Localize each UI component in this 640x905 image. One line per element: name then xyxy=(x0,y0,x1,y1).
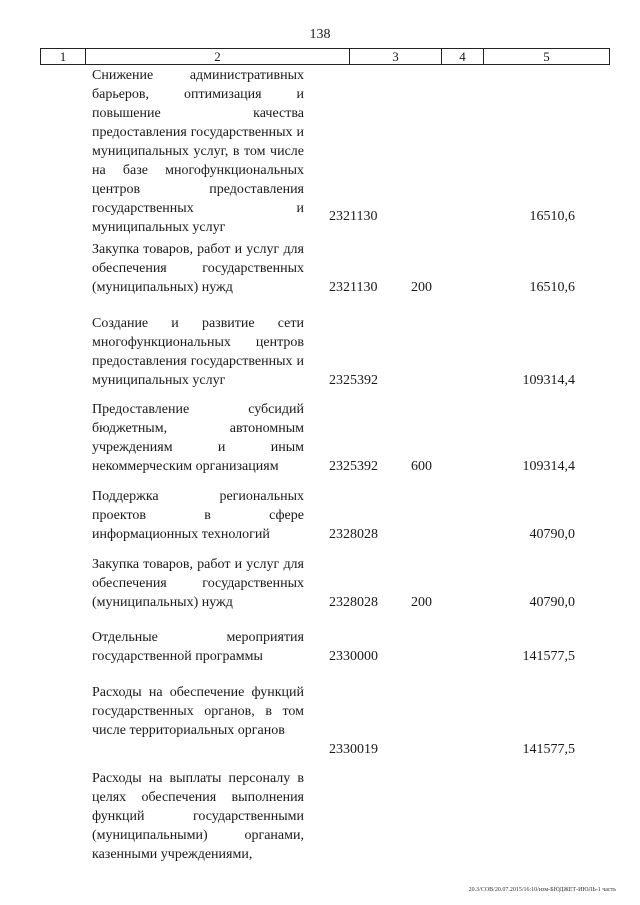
column-header-1: 1 xyxy=(41,49,86,64)
table-row xyxy=(0,628,640,666)
row-code: 2328028 xyxy=(329,527,378,542)
row-description: Снижение административных барьеров, оптимизация и повышение качества предоставления государственных и муниципальных услуг, в том числе на базе многофункциональных центров предоставления государственных и муниципальных услуг xyxy=(92,68,304,235)
row-code: 2325392 xyxy=(329,459,378,474)
row-amount: 109314,4 xyxy=(522,373,575,388)
table-row xyxy=(0,66,640,235)
row-description: Поддержка региональных проектов в сфере информационных технологий xyxy=(92,489,304,542)
row-description: Расходы на выплаты персоналу в целях обеспечения выполнения функций государственными (муниципальными) органами, казенными учреждениями, xyxy=(92,771,304,862)
row-code: 2330000 xyxy=(329,649,378,664)
document-footer: 20.3/СОВ/20.07.2015/16:10/изм-БЮДЖЕТ-ИЮЛЬ-1 часть xyxy=(468,887,616,893)
row-description: Отдельные мероприятия государственной программы xyxy=(92,630,304,664)
table-row xyxy=(0,240,640,297)
row-description: Расходы на обеспечение функций государственных органов, в том числе территориальных органов xyxy=(92,685,304,738)
table-row xyxy=(0,400,640,476)
row-amount: 141577,5 xyxy=(522,649,575,664)
column-header-2: 2 xyxy=(86,49,350,64)
column-header-3: 3 xyxy=(350,49,442,64)
row-description: Создание и развитие сети многофункциональных центров предоставления государственных и муниципальных услуг xyxy=(92,316,304,388)
table-header xyxy=(40,48,610,65)
page-number: 138 xyxy=(309,27,331,42)
row-code: 2325392 xyxy=(329,373,378,388)
row-code: 2328028 xyxy=(329,595,378,610)
row-amount: 40790,0 xyxy=(529,595,575,610)
row-amount: 40790,0 xyxy=(529,527,575,542)
row-code: 2330019 xyxy=(329,742,378,757)
column-header-4: 4 xyxy=(442,49,484,64)
table-row xyxy=(0,683,640,759)
row-expense-type: 200 xyxy=(411,280,432,295)
column-header-5: 5 xyxy=(543,48,550,64)
row-amount: 109314,4 xyxy=(522,459,575,474)
row-description: Закупка товаров, работ и услуг для обеспечения государственных (муниципальных) нужд xyxy=(92,557,304,610)
row-expense-type: 600 xyxy=(411,459,432,474)
row-amount: 16510,6 xyxy=(529,280,575,295)
row-amount: 141577,5 xyxy=(522,742,575,757)
row-expense-type: 200 xyxy=(411,595,432,610)
table-row xyxy=(0,487,640,544)
table-row xyxy=(0,769,640,864)
row-code: 2321130 xyxy=(329,209,378,224)
row-amount: 16510,6 xyxy=(529,209,575,224)
row-description: Закупка товаров, работ и услуг для обеспечения государственных (муниципальных) нужд xyxy=(92,242,304,295)
table-row xyxy=(0,555,640,612)
row-code: 2321130 xyxy=(329,280,378,295)
table-row xyxy=(0,314,640,390)
row-description: Предоставление субсидий бюджетным, автономным учреждениям и иным некоммерческим организациям xyxy=(92,402,304,474)
